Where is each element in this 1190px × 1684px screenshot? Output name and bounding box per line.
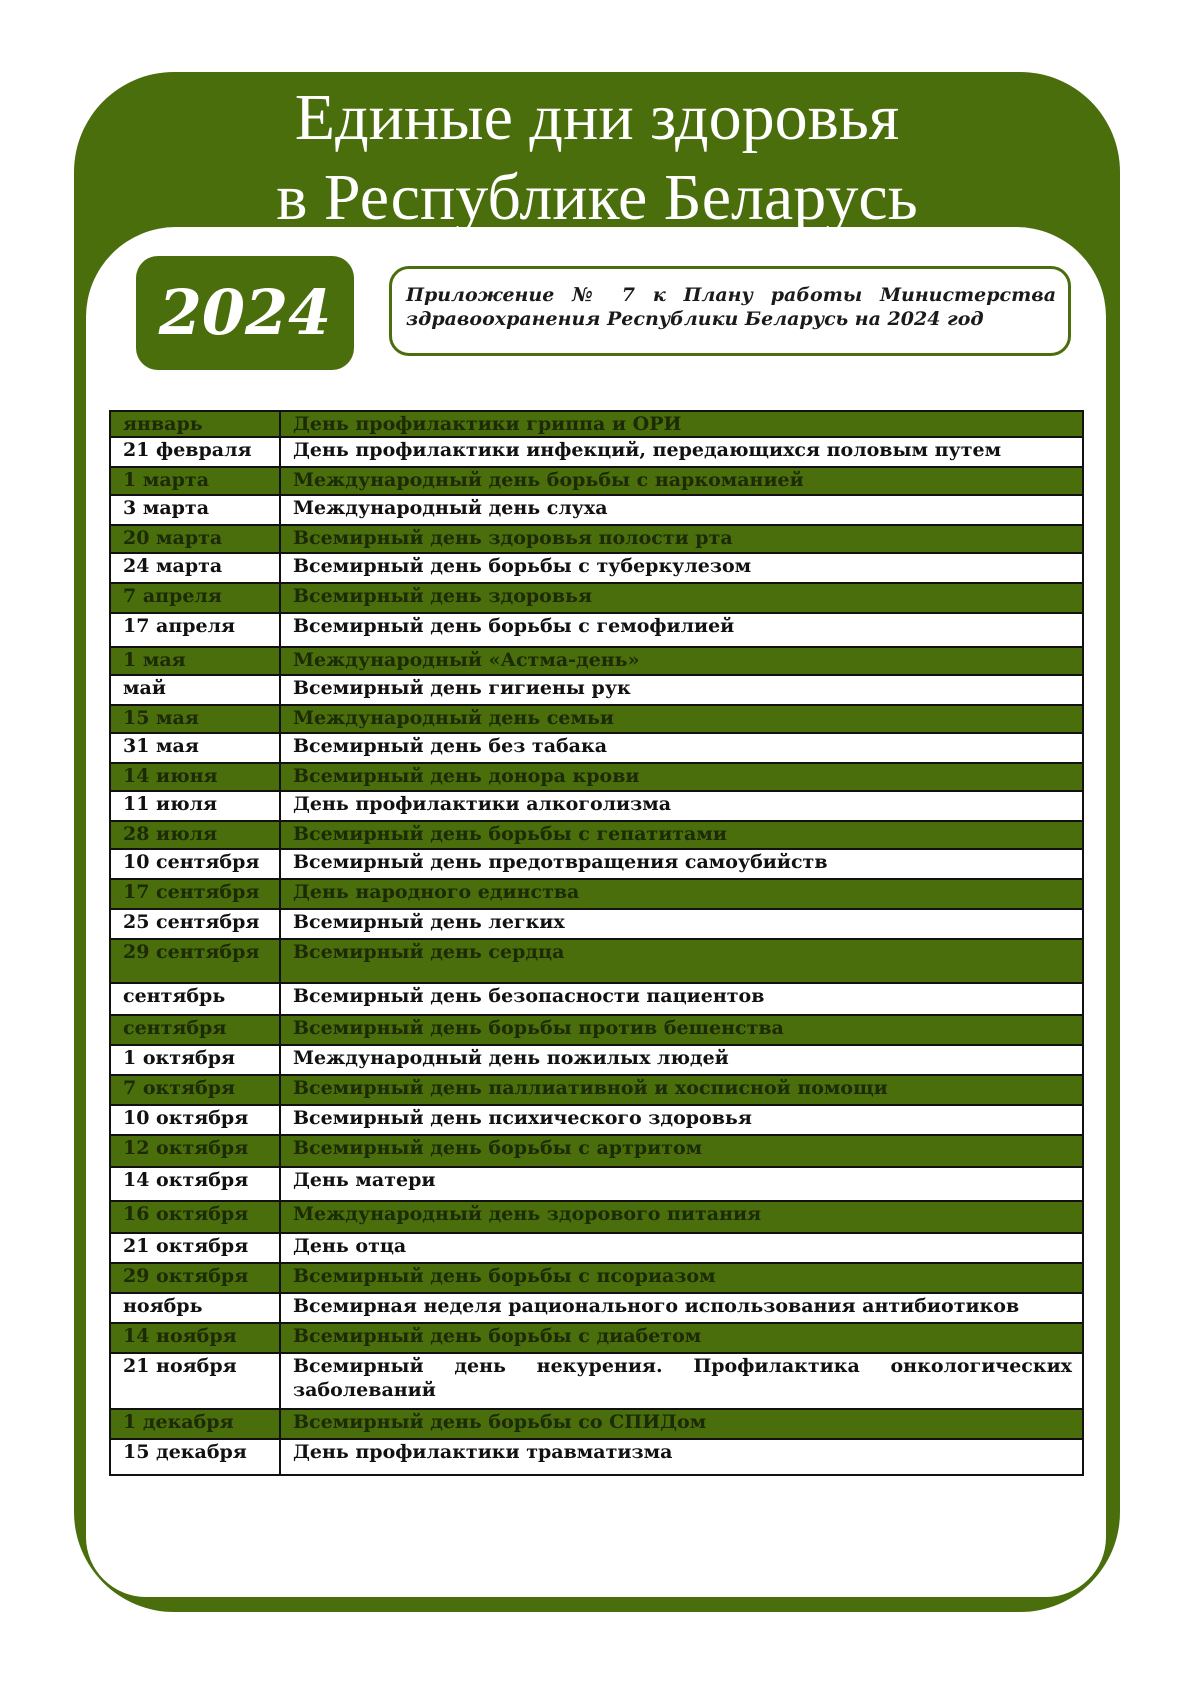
- table-row: [110, 1263, 1083, 1293]
- date-cell: 29 октября: [110, 1263, 280, 1293]
- event-cell: Всемирный день безопасности пациентов: [280, 983, 1083, 1015]
- table-row: [110, 1201, 1083, 1233]
- date-cell: 1 мая: [110, 647, 280, 675]
- event-cell: Международный «Астма-день»: [280, 647, 1083, 675]
- event-cell: Всемирный день здоровья полости рта: [280, 525, 1083, 553]
- date-cell: 31 мая: [110, 733, 280, 763]
- date-cell: 29 сентября: [110, 939, 280, 983]
- event-cell: Всемирный день борьбы с диабетом: [280, 1323, 1083, 1353]
- table-row: [110, 495, 1083, 525]
- date-cell: 21 февраля: [110, 437, 280, 467]
- event-cell: День отца: [280, 1233, 1083, 1263]
- event-cell: Всемирный день сердца: [280, 939, 1083, 983]
- date-cell: 12 октября: [110, 1135, 280, 1167]
- date-cell: 1 марта: [110, 467, 280, 495]
- event-cell: День профилактики алкоголизма: [280, 791, 1083, 821]
- date-cell: 10 сентября: [110, 849, 280, 879]
- date-cell: 20 марта: [110, 525, 280, 553]
- table-row: [110, 647, 1083, 675]
- title-line-1: Единые дни здоровья: [294, 81, 900, 154]
- event-cell: Всемирный день борьбы с псориазом: [280, 1263, 1083, 1293]
- date-cell: 21 октября: [110, 1233, 280, 1263]
- event-cell: Международный день семьи: [280, 705, 1083, 733]
- table-row: [110, 849, 1083, 879]
- event-cell: Всемирный день борьбы со СПИДом: [280, 1409, 1083, 1439]
- event-cell: День профилактики инфекций, передающихся половым путем: [280, 437, 1083, 467]
- date-cell: 21 ноября: [110, 1353, 280, 1409]
- event-cell: День профилактики травматизма: [280, 1439, 1083, 1475]
- date-cell: ноябрь: [110, 1293, 280, 1323]
- table-row: [110, 1439, 1083, 1475]
- date-cell: 1 октября: [110, 1045, 280, 1075]
- title-line-2: в Республике Беларусь: [276, 161, 918, 234]
- event-cell: Международный день борьбы с наркоманией: [280, 467, 1083, 495]
- table-row: [110, 553, 1083, 583]
- table-row: [110, 1233, 1083, 1263]
- date-cell: 28 июля: [110, 821, 280, 849]
- table-row: [110, 705, 1083, 733]
- table-row: [110, 1075, 1083, 1105]
- table-row: [110, 583, 1083, 613]
- event-cell: Всемирный день некурения. Профилактика онкологических заболеваний: [280, 1353, 1083, 1409]
- event-cell: Всемирный день паллиативной и хосписной помощи: [280, 1075, 1083, 1105]
- event-cell: Всемирный день борьбы с артритом: [280, 1135, 1083, 1167]
- date-cell: 14 октября: [110, 1167, 280, 1201]
- event-cell: Всемирный день донора крови: [280, 763, 1083, 791]
- table-row: [110, 437, 1083, 467]
- table-row: [110, 1167, 1083, 1201]
- date-cell: 14 ноября: [110, 1323, 280, 1353]
- page-title: [74, 78, 1120, 238]
- event-cell: Международный день пожилых людей: [280, 1045, 1083, 1075]
- table-row: [110, 1293, 1083, 1323]
- annex-note: [389, 266, 1071, 356]
- event-cell: Всемирный день борьбы с туберкулезом: [280, 553, 1083, 583]
- table-row: [110, 1353, 1083, 1409]
- table-row: [110, 939, 1083, 983]
- table-row: [110, 821, 1083, 849]
- health-days-table: [109, 410, 1084, 1476]
- event-cell: Всемирный день здоровья: [280, 583, 1083, 613]
- table-row: [110, 1409, 1083, 1439]
- date-cell: сентября: [110, 1015, 280, 1045]
- event-cell: Всемирный день предотвращения самоубийств: [280, 849, 1083, 879]
- date-cell: 7 апреля: [110, 583, 280, 613]
- annex-line-2: здравоохранения Республики Беларусь на 2024 год: [406, 308, 984, 330]
- date-cell: 15 мая: [110, 705, 280, 733]
- date-cell: 16 октября: [110, 1201, 280, 1233]
- date-cell: 24 марта: [110, 553, 280, 583]
- event-cell: Всемирная неделя рационального использования антибиотиков: [280, 1293, 1083, 1323]
- table-row: [110, 411, 1083, 437]
- event-cell: Международный день здорового питания: [280, 1201, 1083, 1233]
- date-cell: 14 июня: [110, 763, 280, 791]
- date-cell: 3 марта: [110, 495, 280, 525]
- event-cell: День профилактики гриппа и ОРИ: [280, 411, 1083, 437]
- date-cell: 7 октября: [110, 1075, 280, 1105]
- table-row: [110, 909, 1083, 939]
- event-cell: Всемирный день борьбы против бешенства: [280, 1015, 1083, 1045]
- table-row: [110, 675, 1083, 705]
- date-cell: 10 октября: [110, 1105, 280, 1135]
- event-cell: Всемирный день легких: [280, 909, 1083, 939]
- event-cell: Международный день слуха: [280, 495, 1083, 525]
- event-cell: День народного единства: [280, 879, 1083, 909]
- date-cell: 1 декабря: [110, 1409, 280, 1439]
- table-row: [110, 983, 1083, 1015]
- event-cell: Всемирный день гигиены рук: [280, 675, 1083, 705]
- table-row: [110, 733, 1083, 763]
- date-cell: 15 декабря: [110, 1439, 280, 1475]
- date-cell: май: [110, 675, 280, 705]
- event-cell: День матери: [280, 1167, 1083, 1201]
- table-row: [110, 467, 1083, 495]
- date-cell: 11 июля: [110, 791, 280, 821]
- table-row: [110, 1045, 1083, 1075]
- table-row: [110, 613, 1083, 647]
- date-cell: 25 сентября: [110, 909, 280, 939]
- date-cell: январь: [110, 411, 280, 437]
- event-cell: Всемирный день без табака: [280, 733, 1083, 763]
- date-cell: сентябрь: [110, 983, 280, 1015]
- table-row: [110, 525, 1083, 553]
- table-row: [110, 1135, 1083, 1167]
- table-row: [110, 763, 1083, 791]
- date-cell: 17 сентября: [110, 879, 280, 909]
- event-cell: Всемирный день психического здоровья: [280, 1105, 1083, 1135]
- table-row: [110, 879, 1083, 909]
- year-badge: 2024: [136, 256, 354, 370]
- table-row: [110, 1323, 1083, 1353]
- event-cell: Всемирный день борьбы с гепатитами: [280, 821, 1083, 849]
- date-cell: 17 апреля: [110, 613, 280, 647]
- table-row: [110, 791, 1083, 821]
- table-row: [110, 1015, 1083, 1045]
- annex-line-1: Приложение № 7 к Плану работы Министерства: [406, 284, 1056, 306]
- event-cell: Всемирный день борьбы с гемофилией: [280, 613, 1083, 647]
- table-row: [110, 1105, 1083, 1135]
